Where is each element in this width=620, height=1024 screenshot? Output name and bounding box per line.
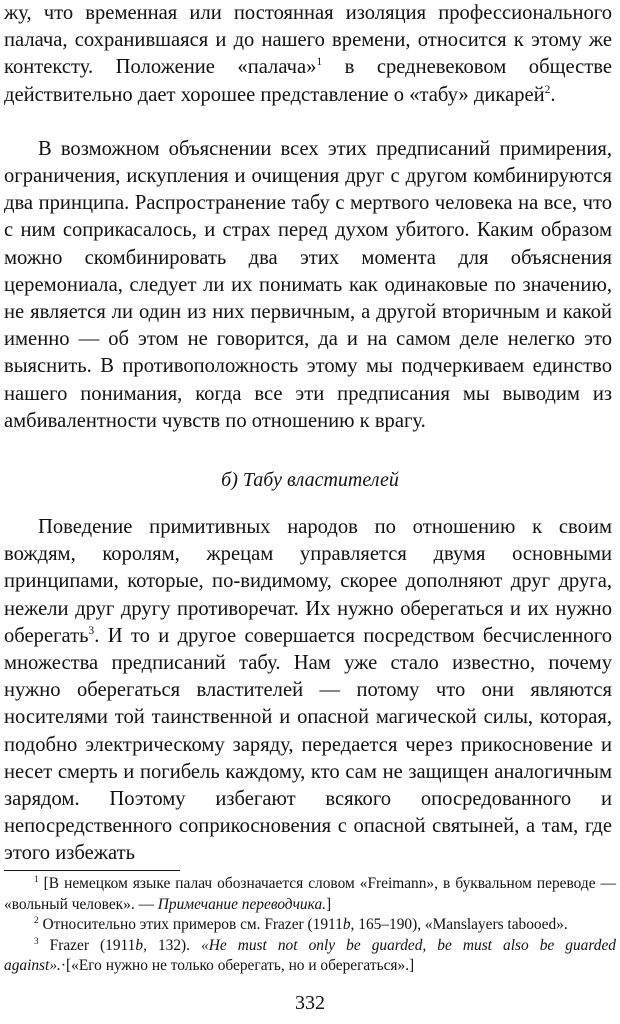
section-heading: б) Табу властителей xyxy=(221,469,399,491)
paragraph: В возможном объяснении всех этих предписаний примирения, ограничения, искупления и очищения друг с другом комбинируются два принципа. Распространение табу с мертвого человека на все, что с ним соприкасалось, и страх перед духом убитого. Каким образом можно скомбинировать два этих момента для объяснения церемониала, следует ли их понимать как одинаковые по значению, не является ли один из них первичным, а другой вторичным и какой именно — об этом не говорится, да и на самом деле нелегко это выяснить. В противоположность этому мы подчеркиваем единство нашего понимания, когда все эти предписания мы выводим из амбивалентности чувств по отношению к врагу. xyxy=(4,137,612,432)
footnote-number: 1 xyxy=(34,873,39,884)
footnote-italic-text: b xyxy=(135,936,144,954)
footnote-text: , 165–190), «Manslayers tabooed». xyxy=(350,916,568,933)
footnote-3 xyxy=(4,936,616,977)
footnote-text: , 132). xyxy=(143,936,202,954)
footnote-number: 2 xyxy=(34,914,39,925)
footnote-text: ] xyxy=(326,895,332,913)
body-text-section xyxy=(4,514,612,868)
footnote-text: ·[«Его нужно не только оберегать, но и оберегаться».] xyxy=(60,957,415,974)
footnote-text: Относительно этих примеров см. Frazer (1911 xyxy=(38,916,343,933)
footnote-2 xyxy=(4,915,616,936)
paragraph-text: . И то и другое совершается посредством бесчисленного множества предписаний табу. Нам уже стало известно, почему нужно оберегаться властителей — потому что они являются носителями той таинственной и опасной магической силы, которая, подобно электрическому заряду, передается через прикосновение и несет смерть и погибель каждому, кто сам не защищен аналогичным зарядом. Поэтому избегают всякого опосредованного и непосредственного соприкосновения с опасной святыней, а там, где этого избежать xyxy=(4,624,612,865)
footnote-text: [В немецком языке палач обозначается словом «Freimann», в буквальном переводе — «вольный человек». — xyxy=(4,875,616,913)
paragraph xyxy=(4,514,612,868)
paragraph-text: Поведение примитивных народов по отношению к своим вождям, королям, жрецам управляется двумя основными принципами, которые, по-видимому, скорее дополняют друг друга, нежели друг другу противоречат. Их нужно оберегаться и их нужно оберегать xyxy=(4,516,612,647)
footnote-italic-text: Примечание переводчика. xyxy=(157,895,326,913)
footnote-ref-3[interactable]: 3 xyxy=(88,624,95,637)
footnote-italic-text: «He must not only be guarded, be must also be guarded against». xyxy=(4,936,616,974)
page-number: 332 xyxy=(295,992,325,1014)
body-text-top xyxy=(4,0,612,435)
footnote-italic-text: b xyxy=(342,916,351,933)
paragraph-text: жу, что временная или постоянная изоляция профессионального палача, сохранившаяся и до нашего времени, относится к этому же контексту. Положение «палача» xyxy=(4,2,612,79)
footnote-1 xyxy=(4,874,616,915)
footnote-divider xyxy=(4,870,180,871)
footnotes xyxy=(4,874,616,977)
footnote-text: Frazer (1911 xyxy=(38,936,136,954)
paragraph-text: . xyxy=(550,83,556,106)
footnote-ref-2[interactable]: 2 xyxy=(544,83,551,96)
footnote-number: 3 xyxy=(34,935,39,946)
paragraph-continuation xyxy=(4,0,612,109)
footnote-ref-1[interactable]: 1 xyxy=(316,56,323,69)
paragraph-text: в средневековом обществе действительно дает хорошее представление о «табу» дикарей xyxy=(4,56,612,106)
